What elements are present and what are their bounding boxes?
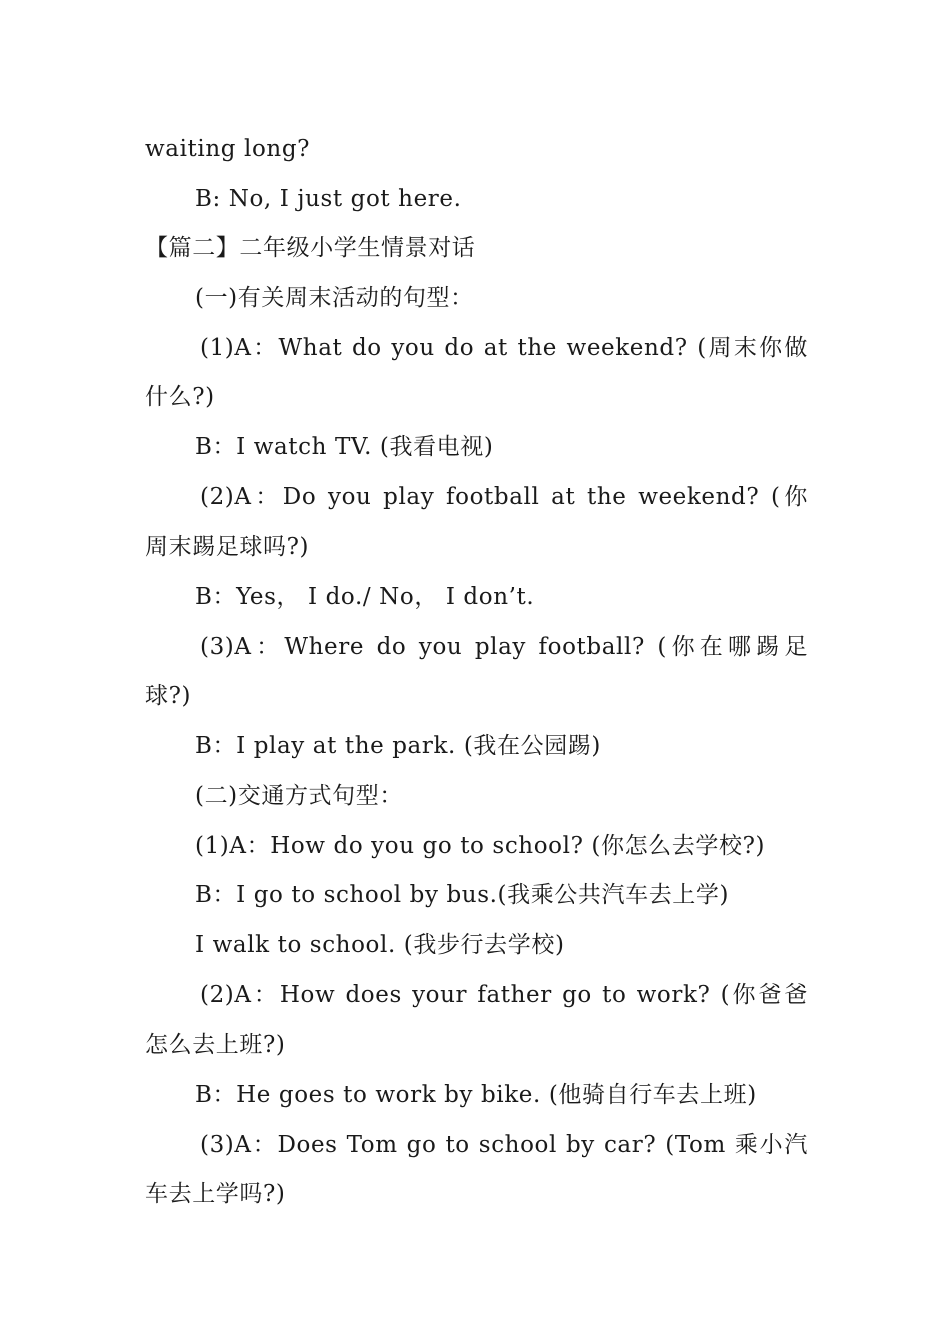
dialogue-line: 什么?) bbox=[145, 384, 215, 410]
dialogue-line: (3)A：Where do you play football? (你在哪踢足 bbox=[200, 634, 808, 660]
dialogue-line: B：Yes， I do./ No， I don’t. bbox=[195, 584, 535, 610]
dialogue-line: 车去上学吗?) bbox=[145, 1181, 286, 1207]
dialogue-line: (1)A：How do you go to school? (你怎么去学校?) bbox=[195, 833, 766, 859]
dialogue-line: (2)A：How does your father go to work? (你爸爸 bbox=[200, 982, 808, 1008]
subsection-heading: (一)有关周末活动的句型： bbox=[195, 285, 474, 311]
dialogue-line: B：I go to school by bus.(我乘公共汽车去上学) bbox=[195, 882, 730, 908]
dialogue-line: B：I watch TV. (我看电视) bbox=[195, 434, 494, 460]
text-line: waiting long? bbox=[145, 136, 311, 162]
dialogue-line: 怎么去上班?) bbox=[145, 1032, 286, 1058]
dialogue-line: (3)A：Does Tom go to school by car? (Tom 乘小汽 bbox=[200, 1132, 808, 1158]
subsection-heading: (二)交通方式句型： bbox=[195, 783, 403, 809]
dialogue-line: (1)A：What do you do at the weekend? (周末你做 bbox=[200, 335, 808, 361]
section-heading: 【篇二】二年级小学生情景对话 bbox=[145, 235, 476, 261]
dialogue-line: 球?) bbox=[145, 683, 192, 709]
dialogue-line: B：I play at the park. (我在公园踢) bbox=[195, 733, 601, 759]
dialogue-line: (2)A：Do you play football at the weekend? (你 bbox=[200, 484, 808, 510]
text-line: B: No, I just got here. bbox=[195, 186, 462, 212]
dialogue-line: 周末踢足球吗?) bbox=[145, 534, 310, 560]
dialogue-line: I walk to school. (我步行去学校) bbox=[195, 932, 565, 958]
dialogue-line: B：He goes to work by bike. (他骑自行车去上班) bbox=[195, 1082, 757, 1108]
